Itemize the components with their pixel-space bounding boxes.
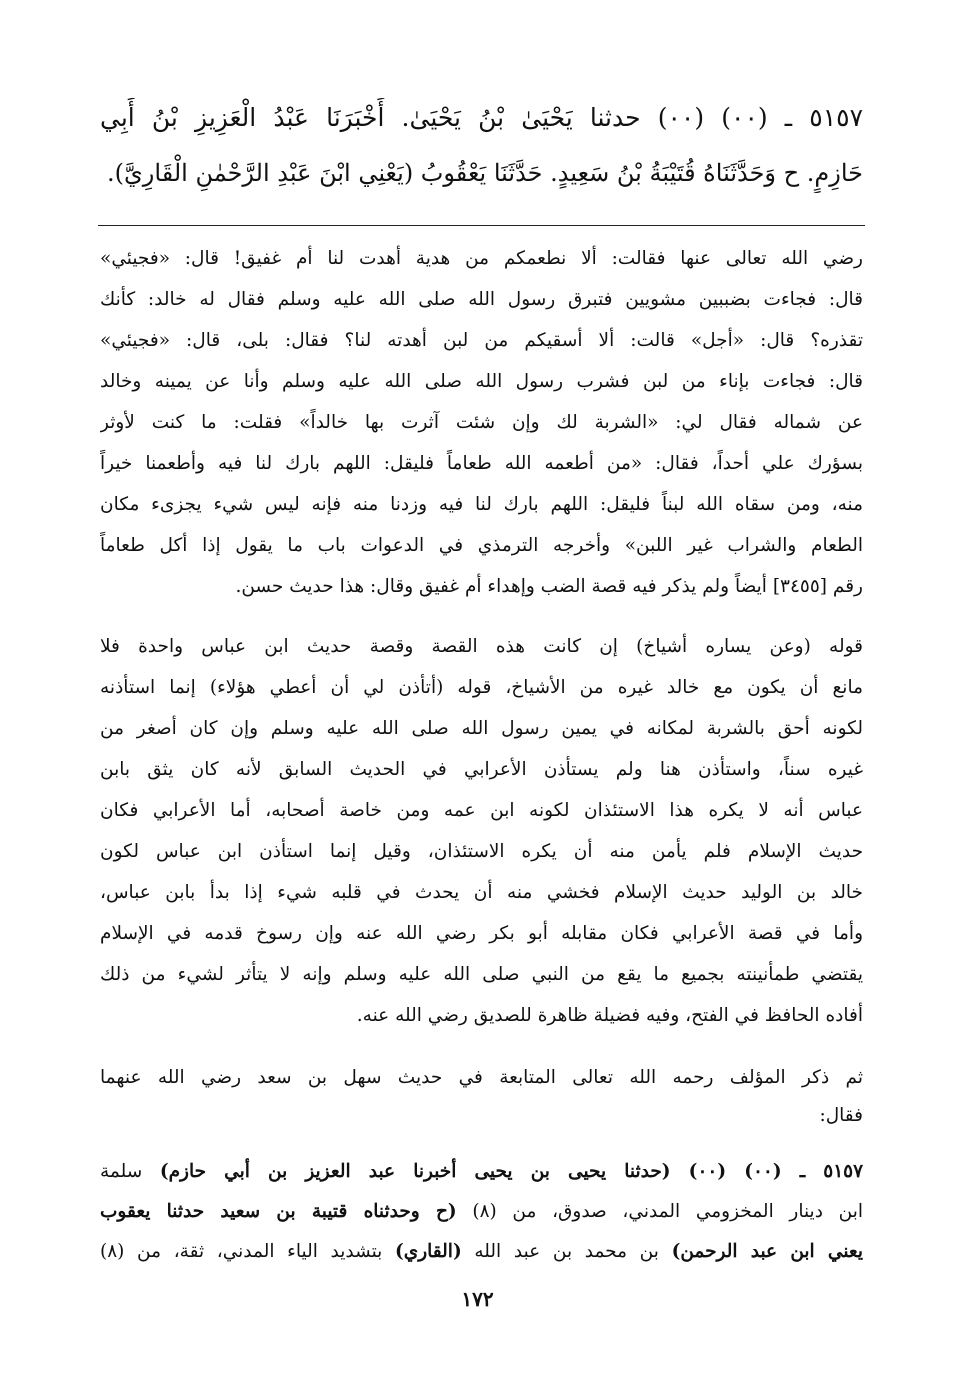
footnote-line: منه، ومن سقاه الله لبناً فليقل: اللهم بارك لنا فيه وزدنا منه فإنه ليس شيء يجزىء مكان xyxy=(100,494,863,515)
commentary-paragraph-1 xyxy=(100,631,863,1041)
commentary-line: حديث الإسلام فلم يأمن منه أن يكره الاستئذان، وقيل إنما استأذن ابن عباس لكون xyxy=(100,841,863,862)
commentary-line: قوله (وعن يساره أشياخ) إن كانت هذه القصة وقصة حديث ابن عباس واحدة فلا xyxy=(100,636,863,657)
plain-text: سلمة xyxy=(100,1161,160,1182)
commentary-line: مانع أن يكون مع خالد غيره من الأشياخ، قوله (أتأذن لي أن أعطي هؤلاء) إنما استأذنه xyxy=(100,677,863,698)
commentary-line: عباس أنه لا يكره هذا الاستئذان لكونه ابن عمه ومن خاصة أصحابه، أما الأعرابي فكان xyxy=(100,800,863,821)
commentary-line: وأما في قصة الأعرابي فكان مقابله أبو بكر رضي الله عنه وإن رسوخ قدمه في الإسلام xyxy=(100,923,863,944)
commentary-line: غيره سناً، واستأذن هنا ولم يستأذن الأعرابي في الحديث السابق لأنه كان يثق بابن xyxy=(100,759,863,780)
commentary-paragraph-3 xyxy=(100,1156,863,1276)
footnote-line: عن شماله فقال لي: «الشربة لك وإن شئت آثرت بها خالداً» فقلت: ما كنت لأوثر xyxy=(100,412,863,433)
footnote-block xyxy=(100,243,863,618)
bold-quoted-text: يعني ابن عبد الرحمن) xyxy=(671,1241,863,1262)
commentary-line: فقال: xyxy=(819,1105,863,1126)
commentary-line xyxy=(100,1236,863,1268)
commentary-line: لكونه أحق بالشربة لمكانه في يمين رسول الله صلى الله عليه وسلم وإن كان أصغر من xyxy=(100,718,863,739)
footnote-line: تقذره؟ قال: «أجل» قالت: ألا أسقيكم من لبن أهدته لنا؟ فقال: بلى، قال: «فجيئي» xyxy=(100,330,863,351)
plain-text: ابن دينار المخزومي المدني، صدوق، من (٨) xyxy=(456,1201,863,1222)
commentary-line: ثم ذكر المؤلف رحمه الله تعالى المتابعة في حديث سهل بن سعد رضي الله عنهما xyxy=(100,1067,863,1088)
commentary-line xyxy=(100,1196,863,1228)
commentary-paragraph-2 xyxy=(100,1062,863,1137)
footnote-line: قال: فجاءت بإناء من لبن فشرب رسول الله صلى الله عليه وسلم وأنا عن يمينه وخالد xyxy=(100,371,863,392)
bold-quoted-text: (ح وحدثناه قتيبة بن سعيد حدثنا يعقوب xyxy=(100,1201,457,1222)
plain-text: بن محمد بن عبد الله xyxy=(461,1241,672,1262)
plain-text: بتشديد الياء المدني، ثقة، من (٨) xyxy=(100,1241,395,1262)
commentary-line: أفاده الحافظ في الفتح، وفيه فضيلة ظاهرة للصديق رضي الله عنه. xyxy=(356,1005,863,1026)
page-number: ١٧٢ xyxy=(461,1287,494,1311)
commentary-line: خالد بن الوليد حديث الإسلام فخشي منه أن يحدث في قلبه شيء إذا بدأ بابن عباس، xyxy=(100,882,863,903)
footnote-divider xyxy=(98,225,865,226)
footnote-line: قال: فجاءت بضببين مشويين فتبرق رسول الله صلى الله عليه وسلم فقال له خالد: كأنك xyxy=(100,289,863,310)
footnote-line: بسؤرك علي أحداً، فقال: «من أطعمه الله طعاماً فليقل: اللهم بارك لنا فيه وأطعمنا خيراً xyxy=(100,453,863,474)
bold-quoted-text: (القاري) xyxy=(395,1241,462,1262)
bold-quoted-text: ٥١٥٧ ـ (٠٠) (٠٠) (حدثنا يحيى بن يحيى أخبرنا عبد العزيز بن أبي حازم) xyxy=(159,1161,863,1182)
hadith-line: حَازِمٍ. ح وَحَدَّثَنَاهُ قُتَيْبَةُ بْنُ سَعِيدٍ. حَدَّثَنَا يَعْقُوبُ (يَعْنِي ابْنَ عَبْدِ الرَّحْمٰنِ الْقَارِيَّ). xyxy=(107,159,863,187)
commentary-line: يقتضي طمأنينته بجميع ما يقع من النبي صلى الله عليه وسلم وإنه لا يتأثر لشيء من ذلك xyxy=(100,964,863,985)
commentary-line xyxy=(100,1156,863,1188)
hadith-line: ٥١٥٧ ـ (٠٠) (٠٠) حدثنا يَحْيَىٰ بْنُ يَحْيَىٰ. أَخْبَرَنَا عَبْدُ الْعَزِيزِ بْنُ أَبِي xyxy=(100,103,863,132)
footnote-line: الطعام والشراب غير اللبن» وأخرجه الترمذي في الدعوات باب ما يقول إذا أكل طعاماً xyxy=(100,535,863,556)
footnote-line: رقم [٣٤٥٥] أيضاً ولم يذكر فيه قصة الضب وإهداء أم غفيق وقال: هذا حديث حسن. xyxy=(235,576,863,597)
main-hadith-text xyxy=(100,98,863,208)
footnote-line: رضي الله تعالى عنها فقالت: ألا نطعمكم من هدية أهدت لنا أم غفيق! قال: «فجيئي» xyxy=(100,248,863,269)
